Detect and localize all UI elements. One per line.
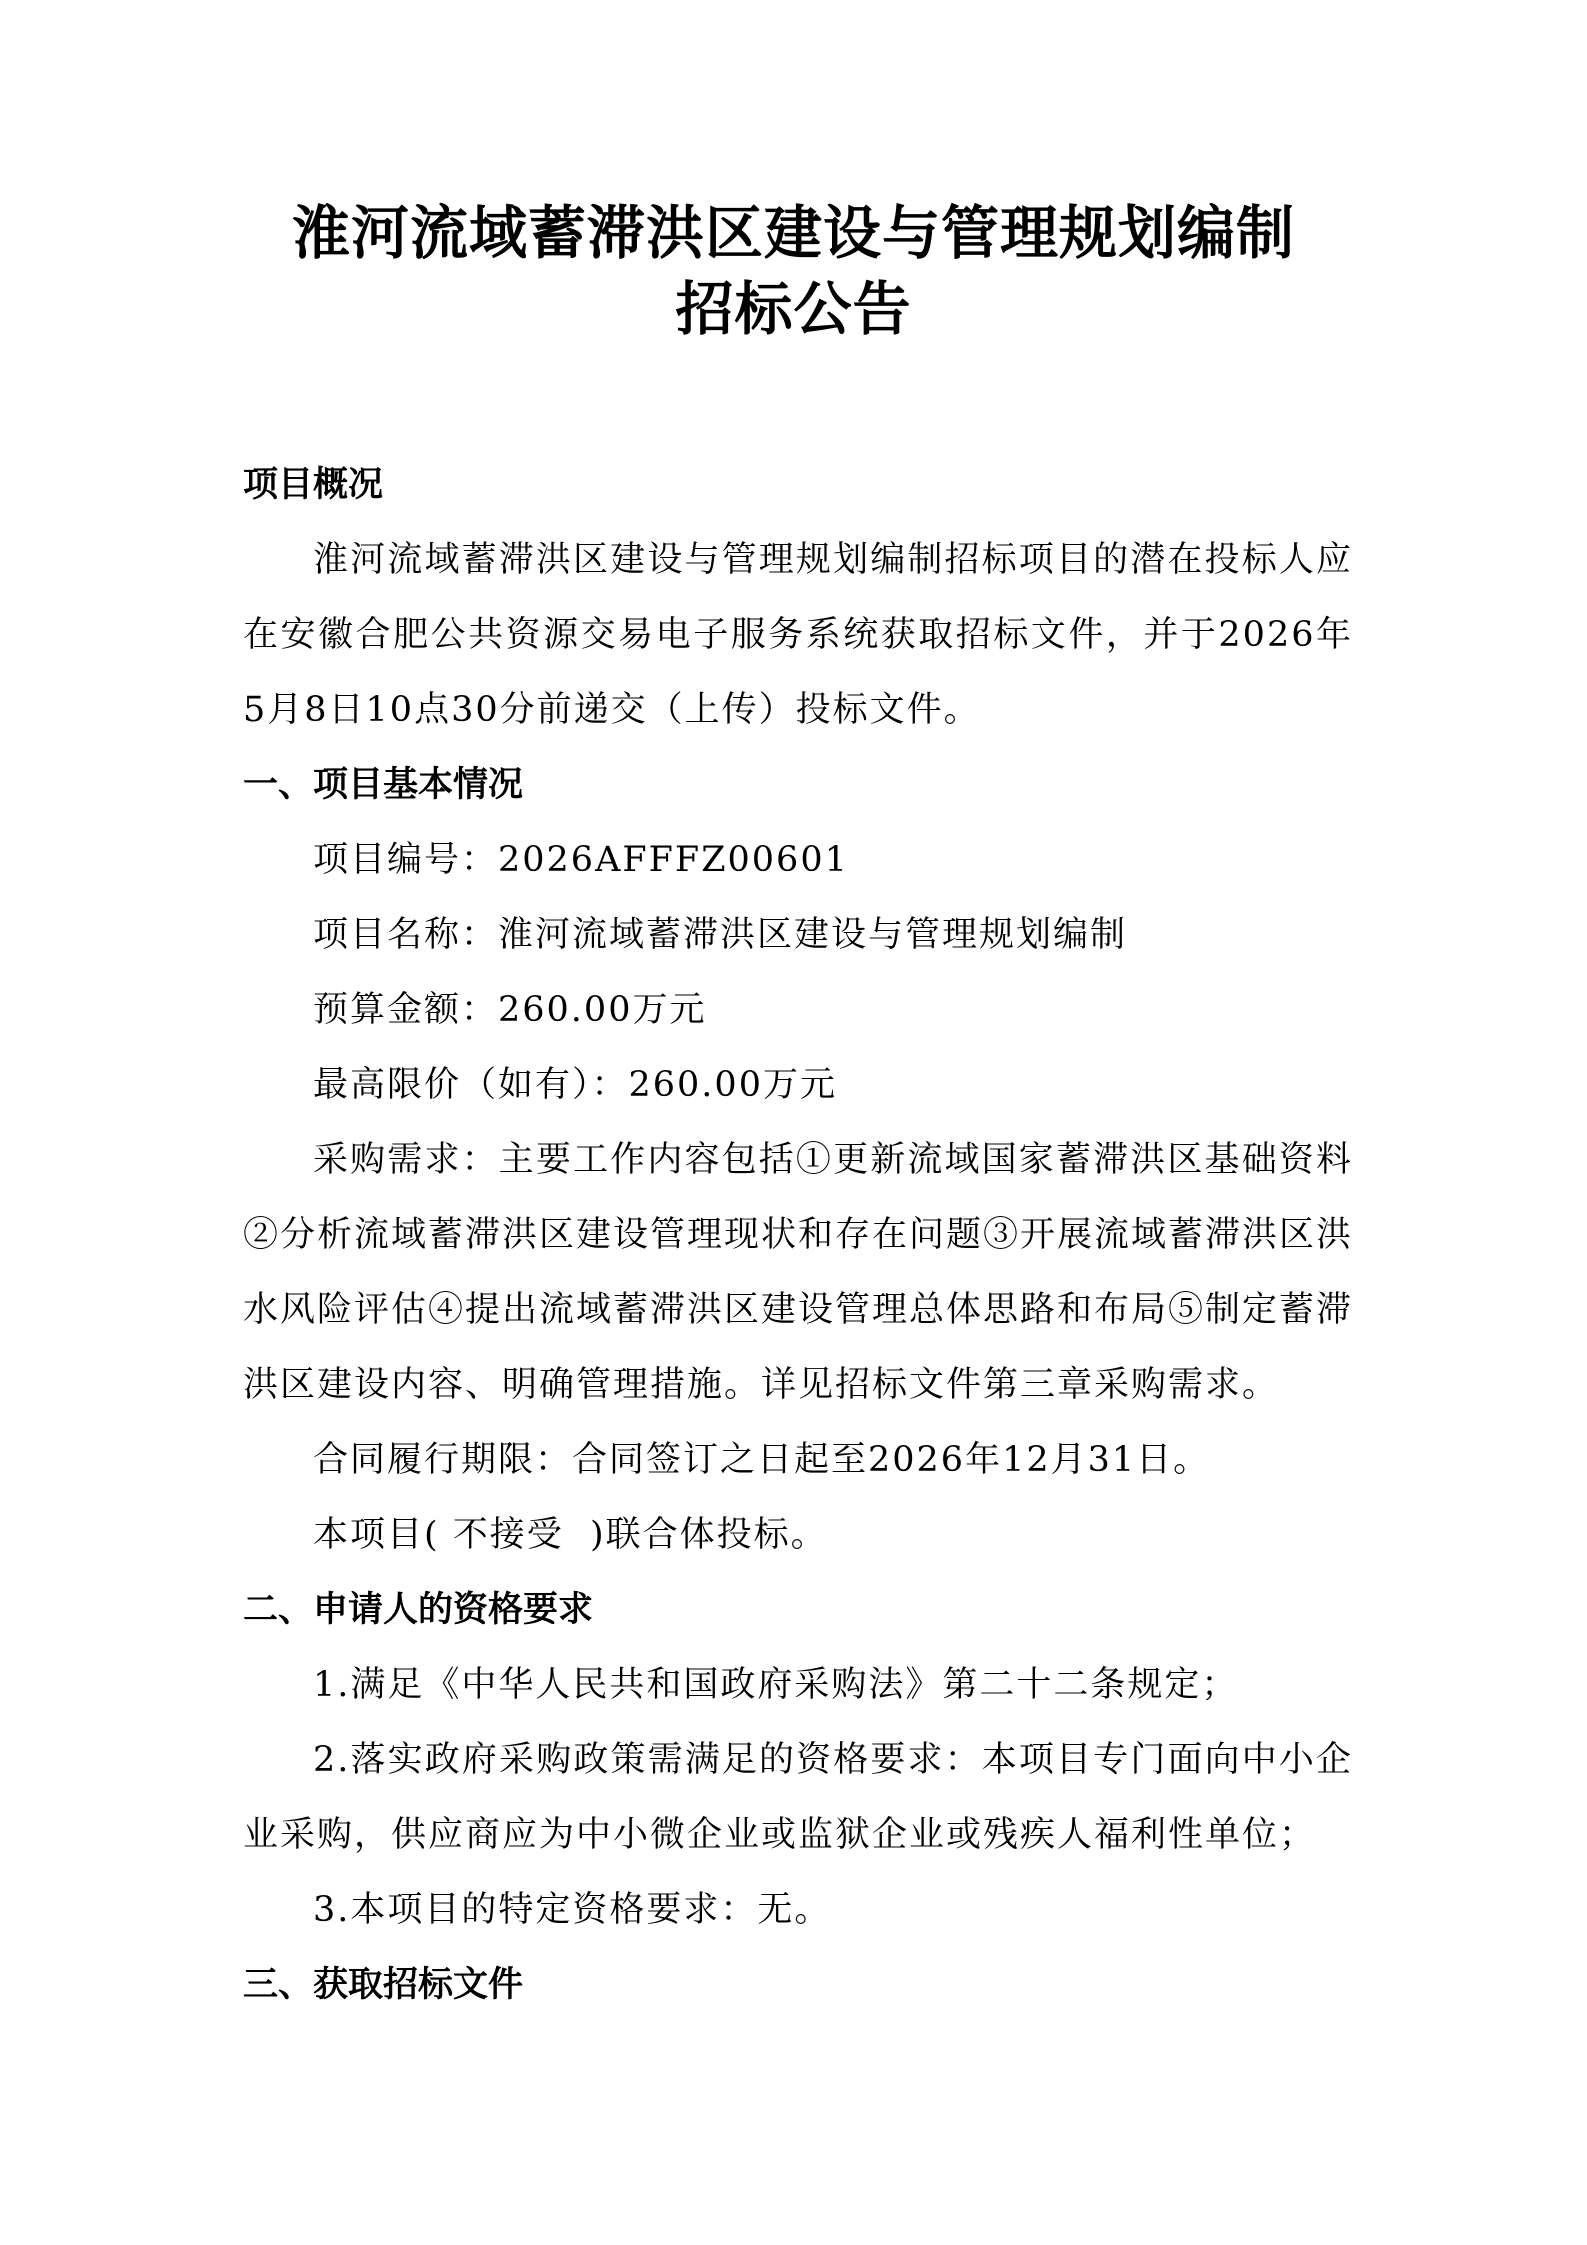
project-name: 项目名称：淮河流域蓄滞洪区建设与管理规划编制 <box>313 915 1128 955</box>
document-body <box>243 448 1353 2023</box>
section2-heading: 二、申请人的资格要求 <box>243 1590 594 1630</box>
consortium-bidding: 本项目( 不接受 )联合体投标。 <box>313 1515 828 1555</box>
qualification-item-1: 1.满足《中华人民共和国政府采购法》第二十二条规定； <box>313 1665 1239 1705</box>
section3-heading: 三、获取招标文件 <box>243 1965 524 2005</box>
overview-paragraph: 淮河流域蓄滞洪区建设与管理规划编制招标项目的潜在投标人应在安徽合肥公共资源交易电子服务系统获取招标文件，并于2026年5月8日10点30分前递交（上传）投标文件。 <box>243 540 1353 730</box>
document-title-line1: 淮河流域蓄滞洪区建设与管理规划编制 <box>291 199 1295 267</box>
procurement-requirements: 采购需求：主要工作内容包括①更新流域国家蓄滞洪区基础资料②分析流域蓄滞洪区建设管理现状和存在问题③开展流域蓄滞洪区洪水风险评估④提出流域蓄滞洪区建设管理总体思路和布局⑤制定蓄滞洪区建设内容、明确管理措施。详见招标文件第三章采购需求。 <box>243 1140 1354 1405</box>
budget-amount: 预算金额：260.00万元 <box>313 990 707 1030</box>
overview-heading: 项目概况 <box>243 465 384 505</box>
max-price: 最高限价（如有）：260.00万元 <box>313 1065 837 1105</box>
section1-heading: 一、项目基本情况 <box>243 765 524 805</box>
project-number: 项目编号：2026AFFFZ00601 <box>313 840 849 880</box>
qualification-item-3: 3.本项目的特定资格要求：无。 <box>313 1890 832 1930</box>
contract-period: 合同履行期限：合同签订之日起至2026年12月31日。 <box>313 1440 1211 1480</box>
qualification-item-2: 2.落实政府采购政策需满足的资格要求：本项目专门面向中小企业采购，供应商应为中小微企业或监狱企业或残疾人福利性单位； <box>243 1740 1353 1855</box>
document-title-line2: 招标公告 <box>675 275 912 343</box>
